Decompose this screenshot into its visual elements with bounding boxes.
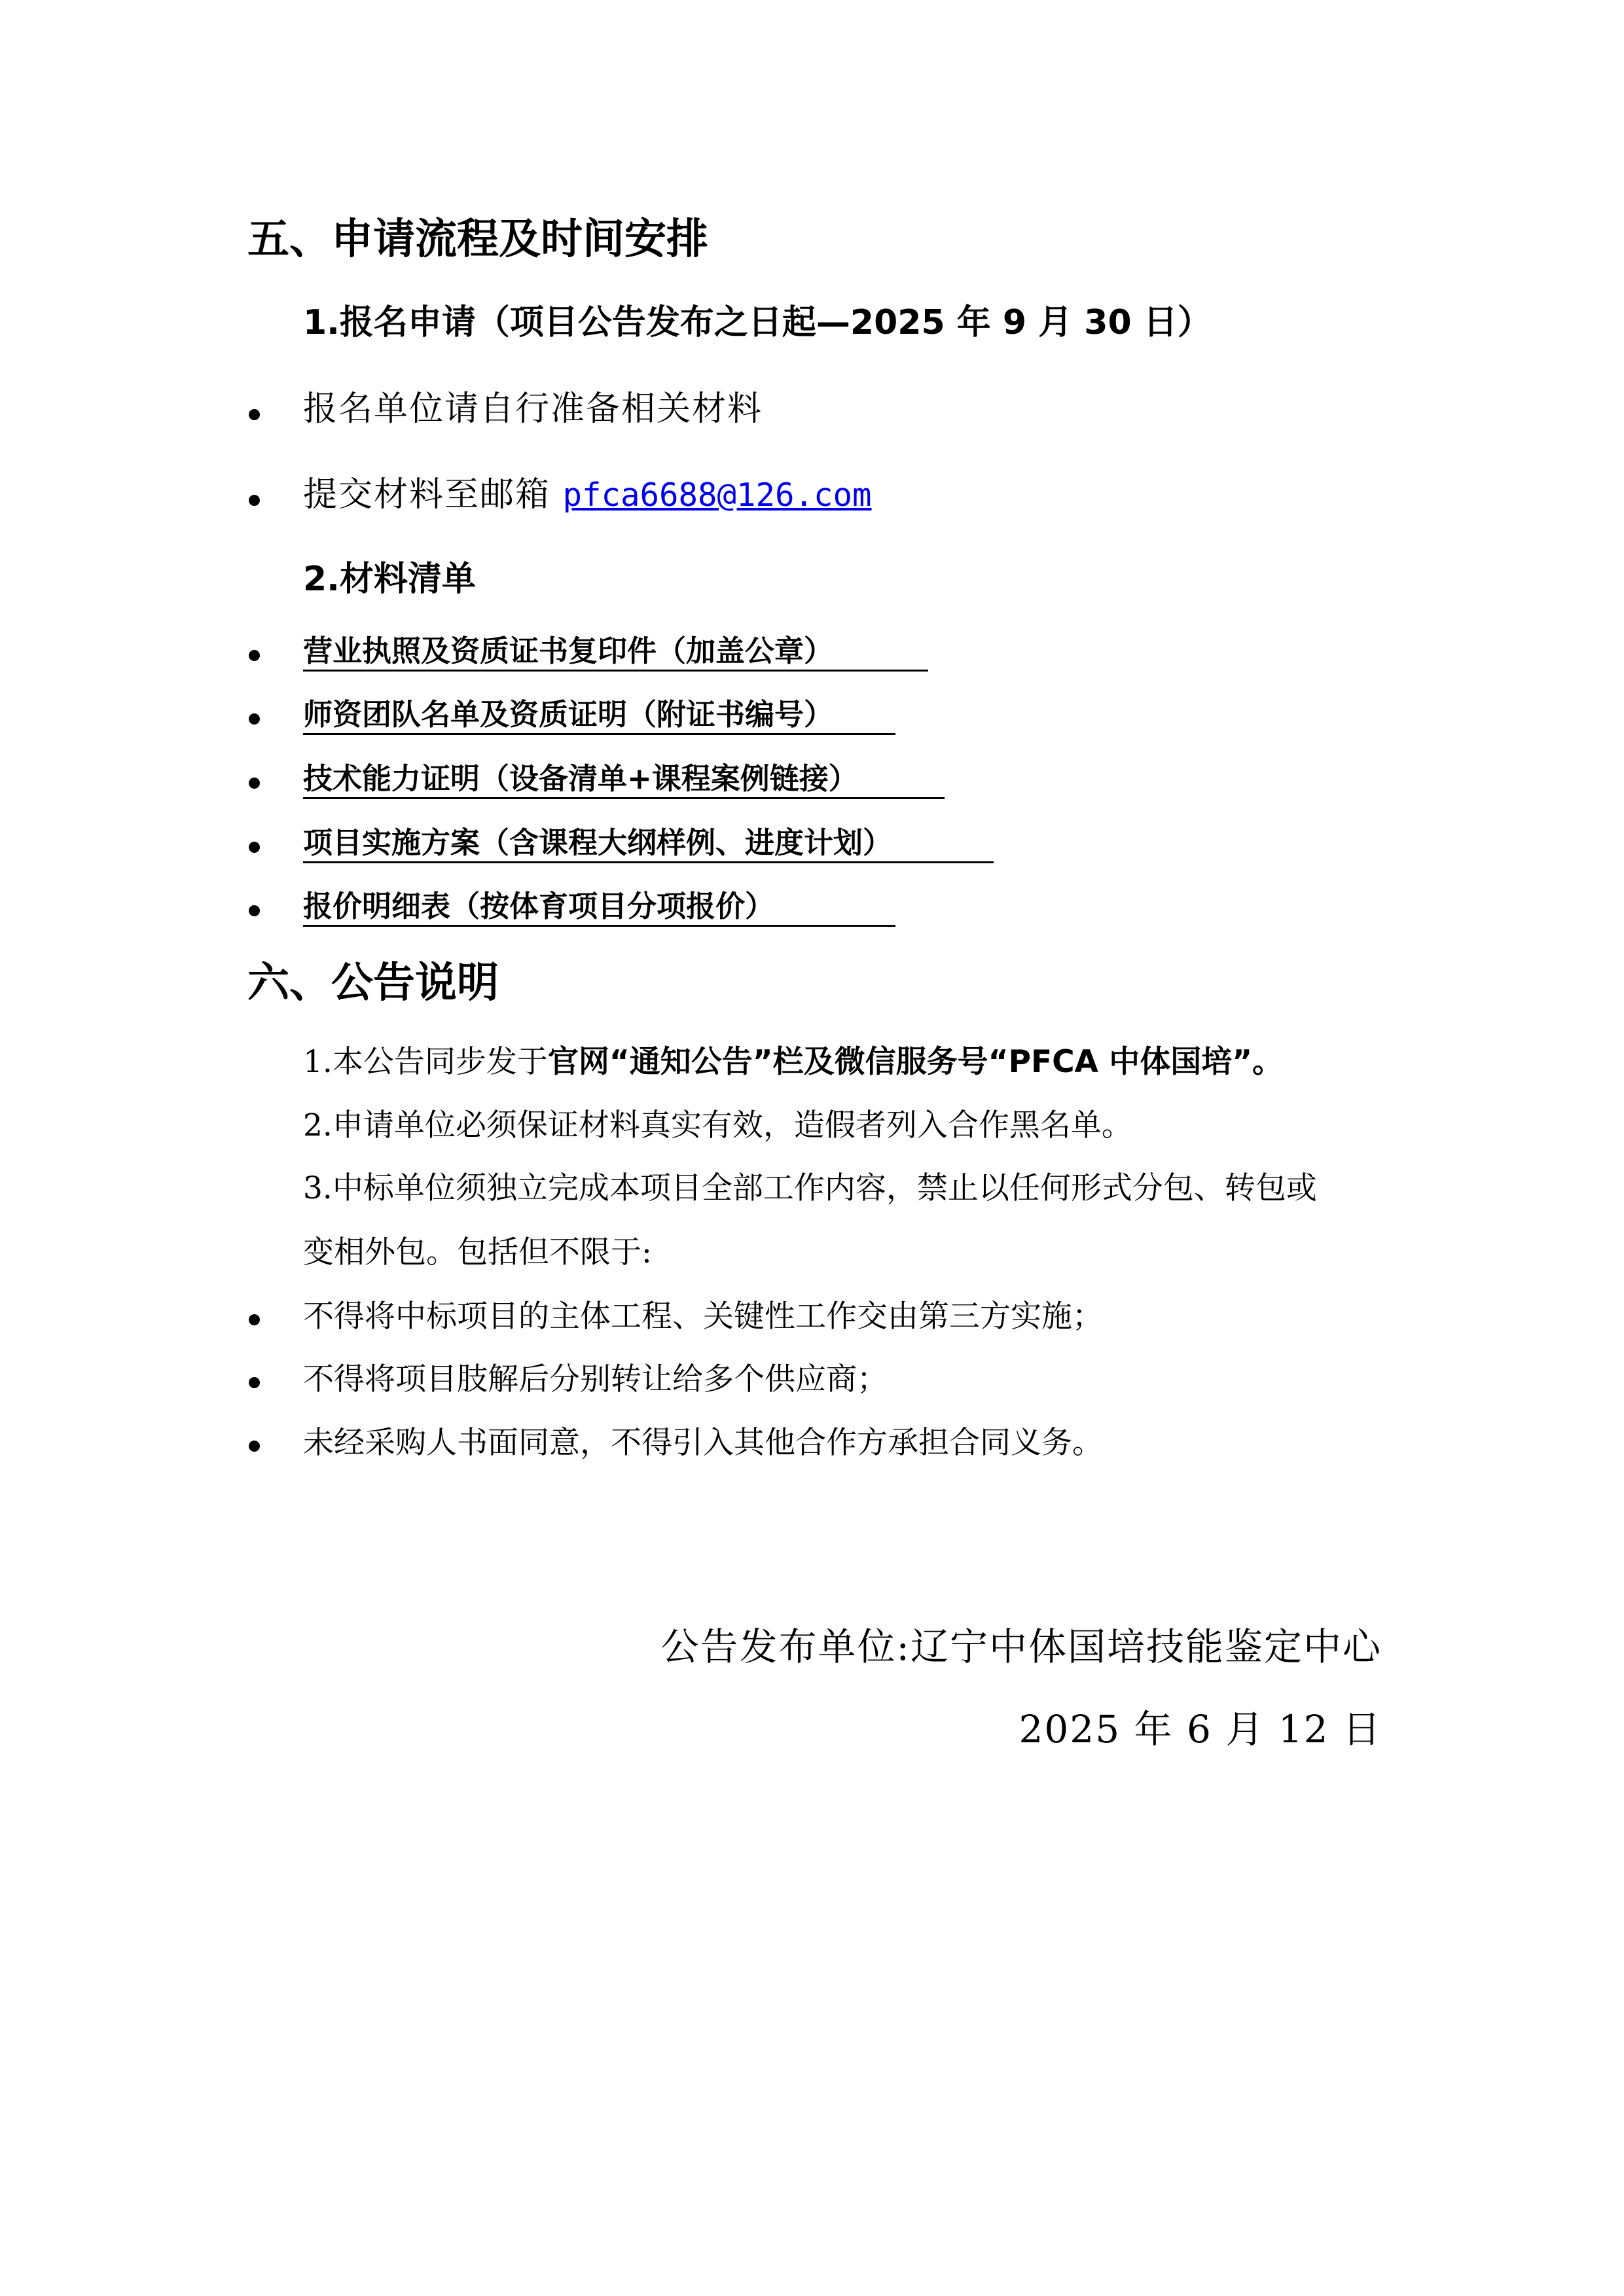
section-5-heading: 五、申请流程及时间安排 bbox=[247, 215, 708, 264]
bullet-icon bbox=[249, 495, 260, 506]
section-6-heading: 六、公告说明 bbox=[247, 959, 499, 1007]
note-3-line-2: 变相外包。包括但不限于: bbox=[303, 1234, 652, 1270]
restriction-item: 未经采购人书面同意，不得引入其他合作方承担合同义务。 bbox=[303, 1425, 1103, 1461]
bullet-icon bbox=[249, 1441, 260, 1452]
step-1-item-2-label: 提交材料至邮箱 bbox=[303, 475, 563, 514]
email-link[interactable]: pfca6688@126.com bbox=[562, 476, 872, 514]
step-2-heading: 2.材料清单 bbox=[303, 560, 476, 599]
bullet-icon bbox=[249, 1377, 260, 1388]
step-1-heading: 1.报名申请（项目公告发布之日起—2025 年 9 月 30 日） bbox=[303, 303, 1212, 342]
underline bbox=[303, 733, 895, 735]
material-item: 报价明细表（按体育项目分项报价） bbox=[303, 889, 775, 924]
bullet-icon bbox=[249, 842, 260, 853]
underline bbox=[303, 797, 945, 799]
note-1-emphasis: 官网“通知公告”栏及微信服务号“PFCA 中体国培”。 bbox=[547, 1044, 1284, 1080]
bullet-icon bbox=[249, 1314, 260, 1325]
issuer: 公告发布单位:辽宁中体国培技能鉴定中心 bbox=[660, 1624, 1382, 1669]
step-1-item-1: 报名单位请自行准备相关材料 bbox=[303, 389, 763, 429]
note-1-prefix: 1.本公告同步发于 bbox=[303, 1044, 548, 1080]
note-3-line-1: 3.中标单位须独立完成本项目全部工作内容，禁止以任何形式分包、转包或 bbox=[303, 1170, 1317, 1206]
note-1 bbox=[303, 1043, 1283, 1082]
restriction-item: 不得将项目肢解后分别转让给多个供应商； bbox=[303, 1361, 888, 1397]
bullet-icon bbox=[249, 713, 260, 725]
material-item: 项目实施方案（含课程大纲样例、进度计划） bbox=[303, 825, 893, 860]
issue-date: 2025 年 6 月 12 日 bbox=[1019, 1707, 1382, 1751]
material-item: 营业执照及资质证书复印件（加盖公章） bbox=[303, 634, 834, 668]
bullet-icon bbox=[249, 650, 260, 661]
material-item: 技术能力证明（设备清单+课程案例链接） bbox=[303, 761, 858, 796]
bullet-icon bbox=[249, 778, 260, 789]
underline bbox=[303, 925, 895, 927]
bullet-icon bbox=[249, 905, 260, 916]
step-1-item-2 bbox=[303, 473, 872, 517]
restriction-item: 不得将中标项目的主体工程、关键性工作交由第三方实施； bbox=[303, 1299, 1103, 1335]
bullet-icon bbox=[249, 409, 260, 420]
note-2: 2.申请单位必须保证材料真实有效，造假者列入合作黑名单。 bbox=[303, 1107, 1132, 1143]
material-item: 师资团队名单及资质证明（附证书编号） bbox=[303, 697, 834, 732]
underline bbox=[303, 670, 928, 672]
underline bbox=[303, 861, 994, 863]
